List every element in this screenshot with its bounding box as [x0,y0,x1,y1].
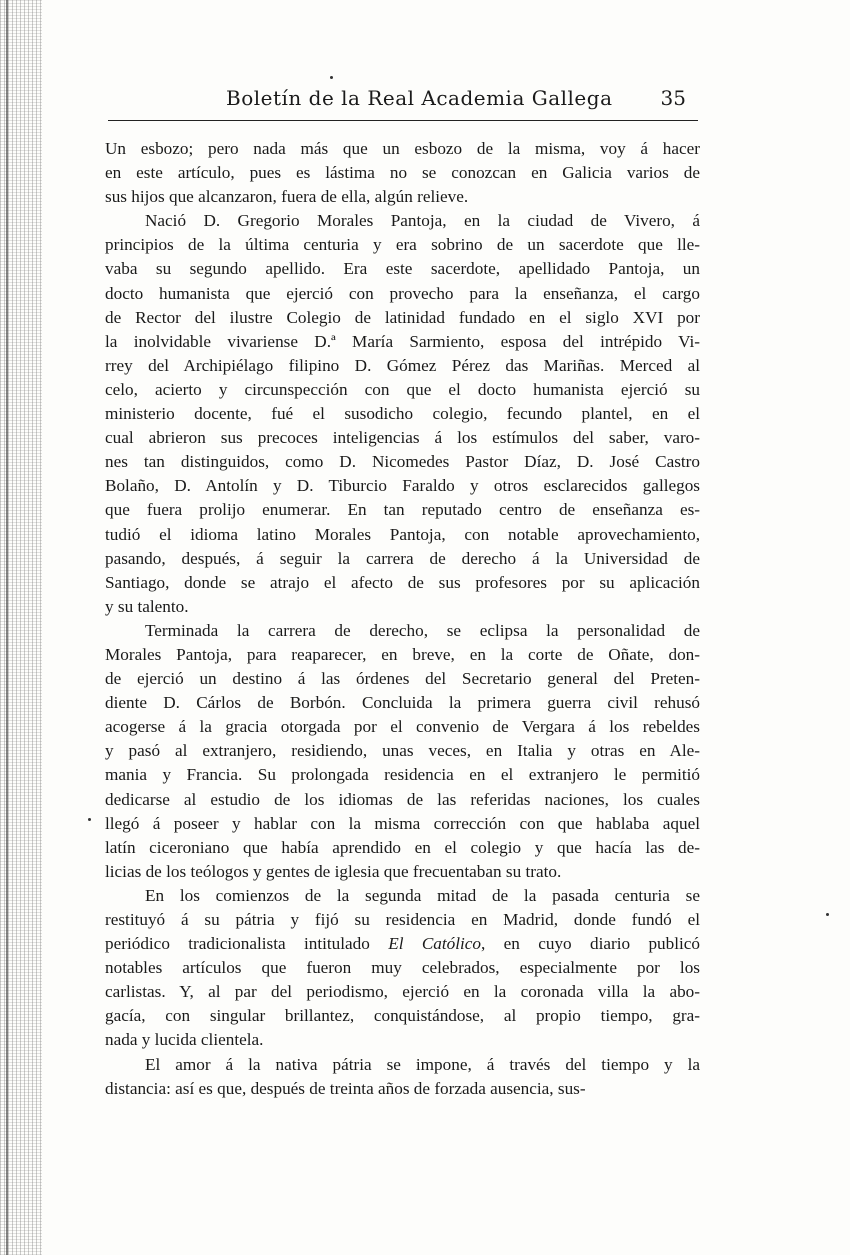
text-line: Santiago, donde se atrajo el afecto de sus profesores por su aplicación [105,572,700,592]
page-header [108,86,698,122]
text-line: diente D. Cárlos de Borbón. Concluida la primera guerra civil rehusó [105,693,700,713]
text-line: nes tan distinguidos, como D. Nicomedes Pastor Díaz, D. José Castro [105,452,700,472]
text-line: pasando, después, á seguir la carrera de derecho á la Universidad de [105,548,700,568]
text-line: El amor á la nativa pátria se impone, á través del tiempo y la [145,1054,700,1074]
text-line: Bolaño, D. Antolín y D. Tiburcio Faraldo y otros esclarecidos gallegos [105,476,700,496]
text-line: y pasó al extranjero, residiendo, unas veces, en Italia y otras en Ale- [105,741,700,761]
scan-speck [330,76,333,79]
body-text [105,137,700,1101]
text-line: acogerse á la gracia otorgada por el convenio de Vergara á los rebeldes [105,717,700,737]
text-line: En los comienzos de la segunda mitad de la pasada centuria se [145,885,700,905]
text-line: llegó á poseer y hablar con la misma corrección con que hablaba aquel [105,813,700,833]
text-line: latín ciceroniano que había aprendido en el colegio y que hacía las de- [105,837,700,857]
text-line: licias de los teólogos y gentes de iglesia que frecuentaban su trato. [105,861,562,881]
scan-speck [826,913,829,916]
text-line: restituyó á su pátria y fijó su residencia en Madrid, donde fundó el [105,910,700,929]
text-line: gacía, con singular brillantez, conquistándose, al propio tiempo, gra- [105,1006,700,1026]
text-line: notables artículos que fueron muy celebrados, especialmente por los [105,958,700,978]
text-line: Nació D. Gregorio Morales Pantoja, en la ciudad de Vivero, á [145,211,700,231]
text-line: docto humanista que ejerció con provecho para la enseñanza, el cargo [105,283,700,303]
text-line: Un esbozo; pero nada más que un esbozo de la misma, voy á hacer [105,139,700,158]
text-line: celo, acierto y circunspección con que el docto humanista ejerció su [105,379,700,399]
text-line: vaba su segundo apellido. Era este sacerdote, apellidado Pantoja, un [105,259,700,279]
header-rule [108,120,698,121]
text-line: Morales Pantoja, para reaparecer, en breve, en la corte de Oñate, don- [105,644,700,664]
text-line: principios de la última centuria y era sobrino de un sacerdote que lle- [105,235,700,255]
text-line: rrey del Archipiélago filipino D. Gómez Pérez das Mariñas. Merced al [105,355,700,375]
text-line: carlistas. Y, al par del periodismo, ejerció en la coronada villa la abo- [105,982,700,1002]
text-line: nada y lucida clientela. [105,1030,264,1050]
text-line: sus hijos que alcanzaron, fuera de ella, algún relieve. [105,187,469,207]
text-line: de ejerció un destino á las órdenes del Secretario general del Preten- [105,669,700,689]
text-line: de Rector del ilustre Colegio de latinidad fundado en el siglo XVI por [105,307,700,327]
text-line: cual abrieron sus precoces inteligencias á los estímulos del saber, varo- [105,428,700,448]
text-line: la inolvidable vivariense D.ª María Sarmiento, esposa del intrépido Vi- [105,331,700,351]
running-title: Boletín de la Real Academia Gallega [226,86,613,110]
scan-speck [88,818,91,821]
text-line: Terminada la carrera de derecho, se eclipsa la personalidad de [145,620,700,640]
binding-line [6,0,8,1255]
text-line: que fuera prolijo enumerar. En tan reputado centro de enseñanza es- [105,500,700,520]
text-line: tudió el idioma latino Morales Pantoja, con notable aprovechamiento, [105,524,700,544]
newspaper-title: El Católico [388,934,482,954]
page-number: 35 [660,86,686,110]
text-line: periódico tradicionalista intitulado El Católico, en cuyo diario publicó [105,934,700,954]
text-line: ministerio docente, fué el susodicho colegio, fecundo plantel, en el [105,404,700,424]
text-line: y su talento. [105,596,189,616]
text-line: mania y Francia. Su prolongada residencia en el extranjero le permitió [105,765,700,785]
text-line: dedicarse al estudio de los idiomas de las referidas naciones, los cuales [105,789,700,809]
text-line: distancia: así es que, después de treinta años de forzada ausencia, sus- [105,1078,586,1098]
text-line: en este artículo, pues es lástima no se conozcan en Galicia varios de [105,163,700,183]
